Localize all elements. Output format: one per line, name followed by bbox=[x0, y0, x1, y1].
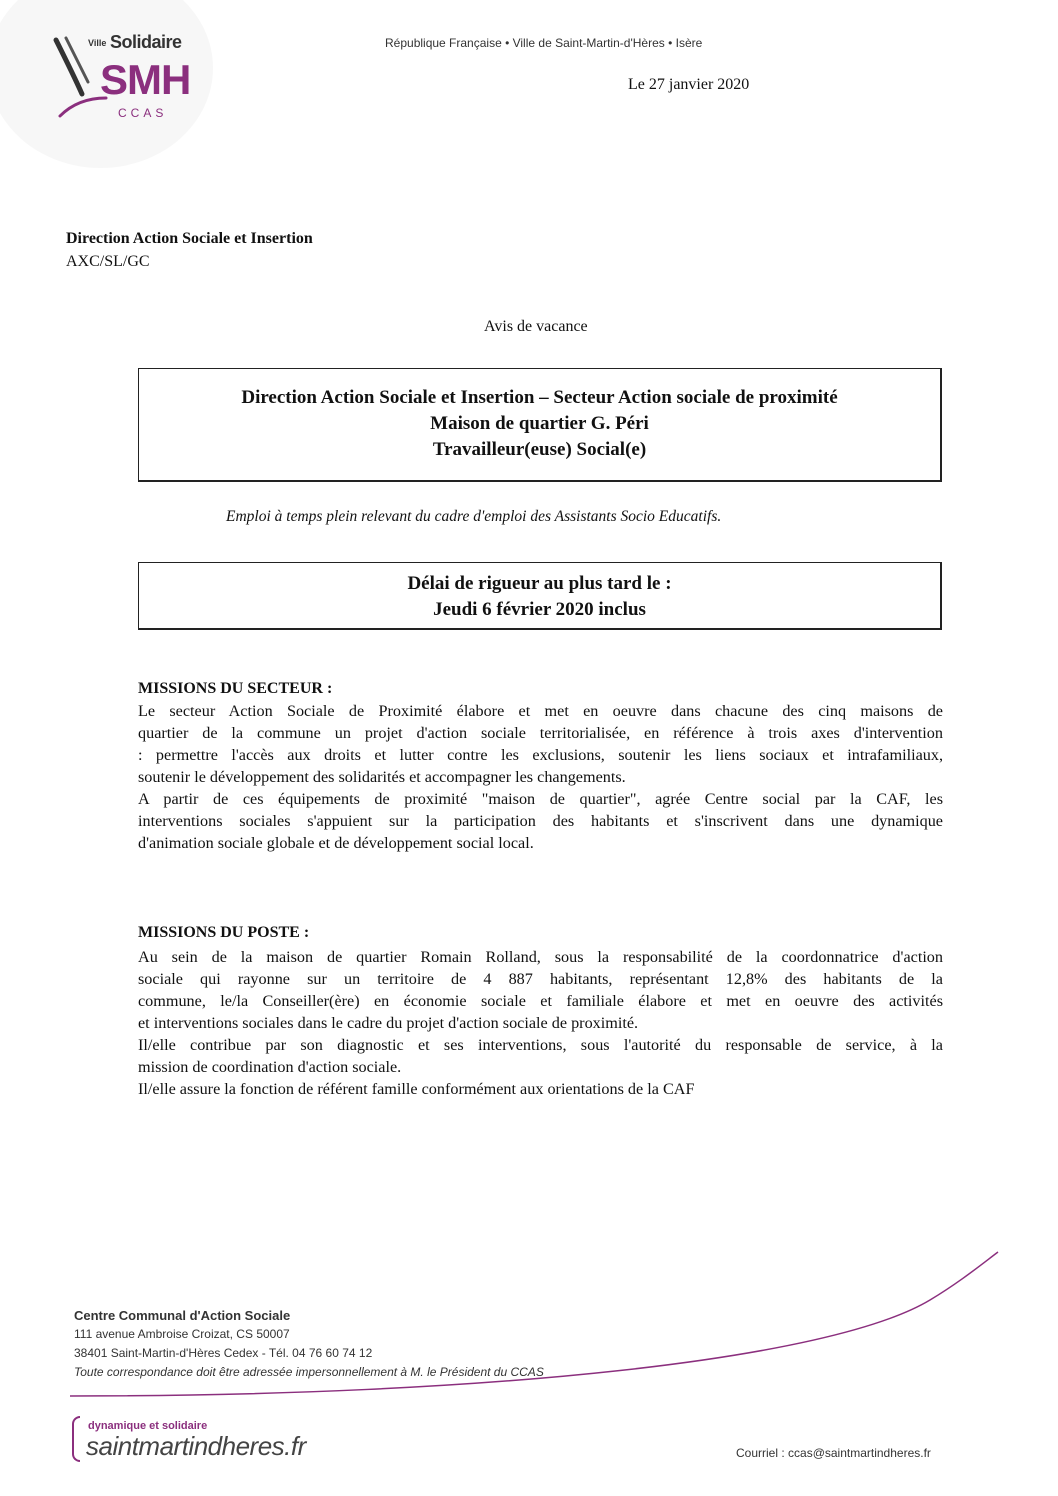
position-title-box bbox=[138, 368, 942, 482]
position-direction: Direction Action Sociale et Insertion – Secteur Action sociale de proximité bbox=[241, 387, 838, 408]
logo-swash-icon bbox=[48, 36, 108, 126]
section-poste-paragraph-3 bbox=[138, 1078, 943, 1100]
section-poste-paragraph-1 bbox=[138, 946, 943, 1034]
deadline-label: Délai de rigueur au plus tard le : bbox=[407, 573, 672, 594]
ccas-logo bbox=[18, 8, 198, 158]
logo-solidaire-text: Solidaire bbox=[110, 32, 182, 52]
footer-organization: Centre Communal d'Action Sociale bbox=[74, 1308, 291, 1323]
paragraph-line: sociale qui rayonne sur un territoire de 4 887 habitants, représentant 12,8% des habitants de la bbox=[138, 970, 943, 988]
deadline-box bbox=[138, 562, 942, 630]
footer-website[interactable]: saintmartindheres.fr bbox=[86, 1431, 306, 1461]
sender-reference: AXC/SL/GC bbox=[66, 253, 150, 270]
logo-smh-text: SMH bbox=[100, 56, 191, 103]
section-title-poste: MISSIONS DU POSTE : bbox=[138, 924, 310, 941]
document-type: Avis de vacance bbox=[484, 318, 588, 335]
paragraph-line: : permettre l'accès aux droits et lutter contre les exclusions, soutenir les liens sociaux et intrafamiliaux, bbox=[138, 746, 943, 764]
section-poste-paragraph-2 bbox=[138, 1034, 943, 1078]
paragraph-line: commune, le/la Conseiller(ère) en économie sociale et familiale élabore et met en oeuvre des activités bbox=[138, 992, 943, 1010]
paragraph-line: Il/elle assure la fonction de référent famille conformément aux orientations de la CAF bbox=[138, 1080, 695, 1098]
paragraph-line: Au sein de la maison de quartier Romain Rolland, sous la responsabilité de la coordonnatrice d'action bbox=[138, 948, 943, 966]
section-secteur-paragraph-2 bbox=[138, 788, 943, 854]
letter-date: Le 27 janvier 2020 bbox=[628, 76, 750, 93]
paragraph-line: quartier de la commune un projet d'action sociale territorialisée, en référence à trois axes d'intervention bbox=[138, 724, 943, 742]
sender-direction: Direction Action Sociale et Insertion bbox=[66, 230, 313, 247]
paragraph-line: Il/elle contribue par son diagnostic et ses interventions, sous l'autorité du responsable de service, à la bbox=[138, 1036, 943, 1054]
paragraph-line: soutenir le développement des solidarités et accompagner les changements. bbox=[138, 768, 626, 786]
section-title-secteur: MISSIONS DU SECTEUR : bbox=[138, 680, 333, 697]
website-bracket-icon bbox=[72, 1416, 80, 1462]
paragraph-line: Le secteur Action Sociale de Proximité élabore et met en oeuvre dans chacune des cinq maisons de bbox=[138, 702, 943, 720]
paragraph-line: d'animation sociale globale et de développement social local. bbox=[138, 834, 534, 852]
section-secteur-paragraph-1 bbox=[138, 700, 943, 788]
paragraph-line: mission de coordination d'action sociale. bbox=[138, 1058, 402, 1076]
footer-correspondence-note: Toute correspondance doit être adressée impersonnellement à M. le Président du CCAS bbox=[74, 1365, 544, 1379]
paragraph-line: et interventions sociales dans le cadre du projet d'action sociale de proximité. bbox=[138, 1014, 639, 1032]
paragraph-line: A partir de ces équipements de proximité "maison de quartier", agrée Centre social par la CAF, les bbox=[138, 790, 943, 808]
footer-email[interactable]: Courriel : ccas@saintmartindheres.fr bbox=[736, 1446, 931, 1460]
employment-description: Emploi à temps plein relevant du cadre d'emploi des Assistants Socio Educatifs. bbox=[226, 508, 722, 525]
footer-address-line-2: 38401 Saint-Martin-d'Hères Cedex - Tél. 04 76 60 74 12 bbox=[74, 1346, 373, 1360]
position-location: Maison de quartier G. Péri bbox=[430, 413, 649, 434]
letterhead-line: République Française • Ville de Saint-Martin-d'Hères • Isère bbox=[385, 36, 703, 50]
position-title: Travailleur(euse) Social(e) bbox=[432, 439, 647, 460]
paragraph-line: interventions sociales s'appuient sur la participation des habitants et s'inscrivent dans une dynamique bbox=[138, 812, 943, 830]
deadline-date: Jeudi 6 février 2020 inclus bbox=[433, 599, 646, 620]
logo-ccas-text: CCAS bbox=[118, 106, 168, 120]
logo-ville-text: Ville bbox=[88, 38, 107, 48]
footer-tagline: dynamique et solidaire bbox=[88, 1420, 208, 1432]
footer-address-line-1: 111 avenue Ambroise Croizat, CS 50007 bbox=[74, 1327, 290, 1341]
